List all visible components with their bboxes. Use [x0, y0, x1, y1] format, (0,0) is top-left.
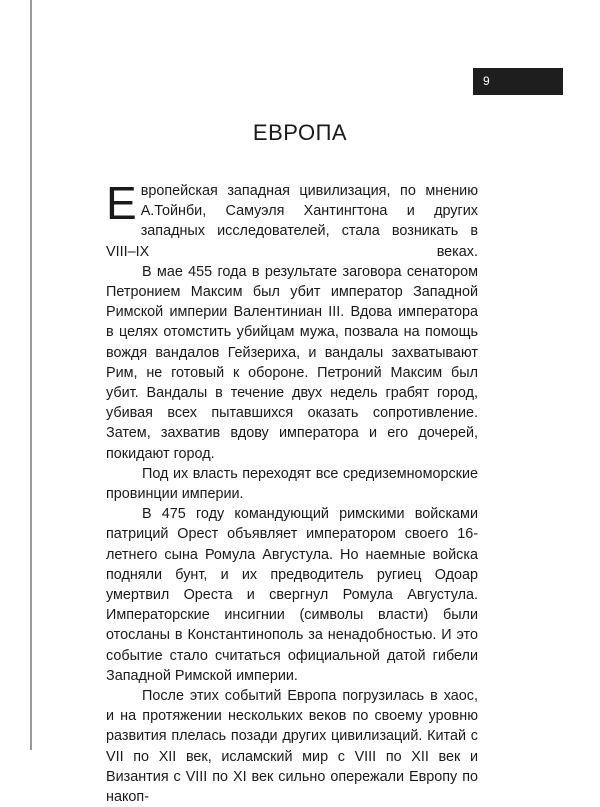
page-number: 9 [483, 74, 490, 88]
body-text [106, 177, 478, 807]
page-spine-line [30, 0, 32, 750]
paragraph-4: В 475 году командующий римскими войсками патриций Орест объявляет императором своего 16-летнего сына Ромула Августула. Но наемные войска подняли бунт, и их предводитель ругиец Одоар умертвил Ореста и свергнул Ромула Августула. Императорские инсигнии (символы власти) были отосланы в Константинополь за ненадобностью. И это событие стало считаться официальной датой гибели Западной Римской империи. [106, 506, 478, 684]
paragraph-2: В мае 455 года в результате заговора сенатором Петронием Максим был убит император Западной Римской империи Валентиниан III. Вдова императора в целях отомстить убийцам мужа, позвала на помощь вождя вандалов Гейзериха, и вандалы захватывают Рим, не готовый к обороне. Петроний Максим был убит. Вандалы в течение двух недель грабят город, убивая всех пытавшихся оказать сопротивление. Затем, захватив вдову императора и его дочерей, покидают город. [106, 263, 478, 462]
paragraph-3: Под их власть переходят все средиземноморские провинции империи. [106, 465, 478, 503]
paragraph-1 [106, 177, 478, 262]
paragraph-5: После этих событий Европа погрузилась в хаос, и на протяжении нескольких веков по своему уровню развития плелась позади других цивилизаций. Китай с VII по XII век, исламский мир с VIII по XII век и Византия с VIII по XI век сильно опережали Европу по накоп- [106, 688, 478, 806]
chapter-title: ЕВРОПА [252, 120, 348, 145]
drop-cap-letter: Е [106, 177, 137, 229]
paragraph-1-text: вропейская западная цивилизация, по мнению А.Тойнби, Самуэля Хантингтона и других западных исследователей, стала возникать в VIII–IX веках. [106, 183, 478, 260]
page-number-tab [473, 68, 563, 95]
